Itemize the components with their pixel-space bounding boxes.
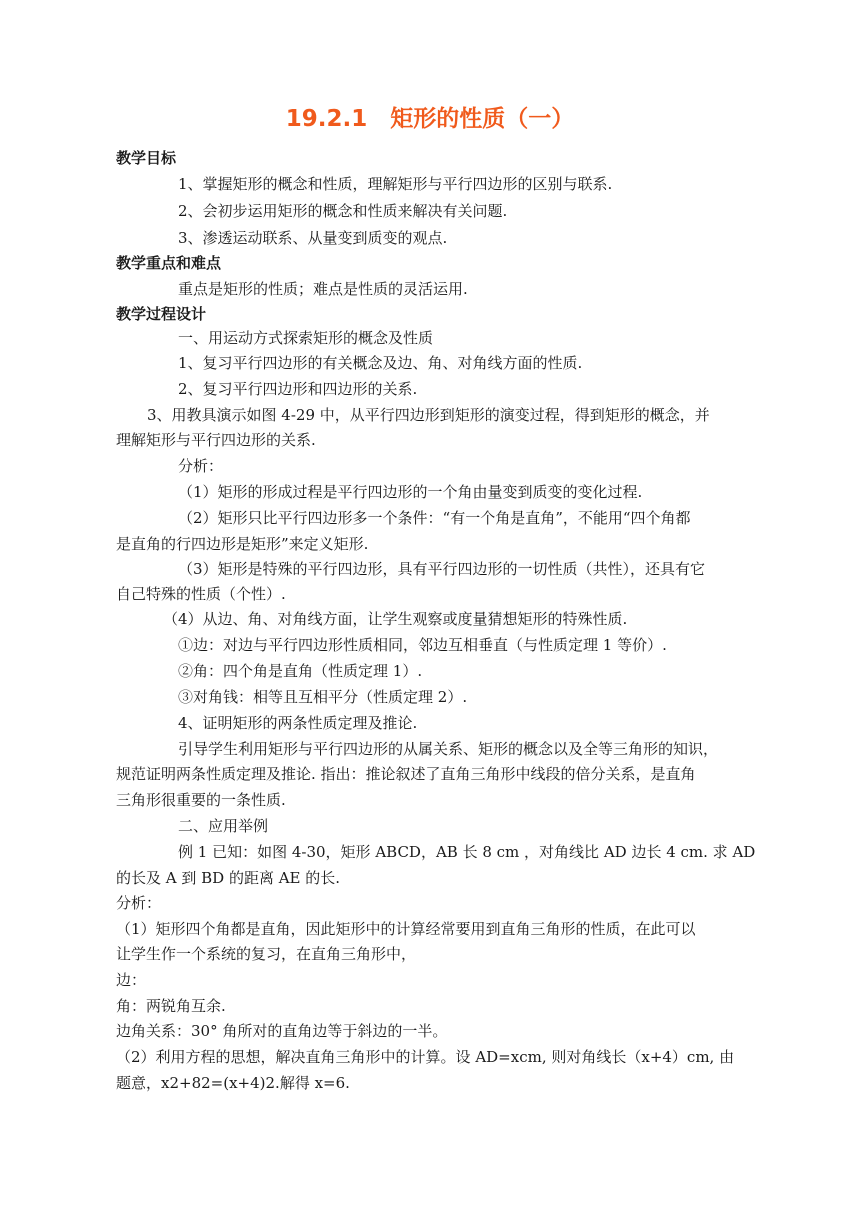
text-line: （2）利用方程的思想，解决直角三角形中的计算。设 AD=xcm, 则对角线长（x+4）cm, 由 — [116, 1048, 735, 1066]
text-line: （3）矩形是特殊的平行四边形，具有平行四边形的一切性质（共性），还具有它 — [178, 560, 706, 578]
text-line: 3、用教具演示如图 4-29 中，从平行四边形到矩形的演变过程，得到矩形的概念，并 — [147, 406, 710, 424]
text-line: 1、掌握矩形的概念和性质，理解矩形与平行四边形的区别与联系. — [178, 175, 613, 193]
heading-process: 教学过程设计 — [116, 305, 207, 323]
text-line: （1）矩形的形成过程是平行四边形的一个角由量变到质变的变化过程. — [178, 483, 643, 501]
text-line: 自己特殊的性质（个性）. — [116, 585, 286, 603]
text-line: 是直角的行四边形是矩形”来定义矩形. — [116, 535, 369, 553]
text-line: ②角：四个角是直角（性质定理 1）. — [178, 662, 423, 680]
text-line: 二、应用举例 — [178, 817, 269, 835]
text-line: （2）矩形只比平行四边形多一个条件：“有一个角是直角”，不能用“四个角都 — [178, 509, 691, 527]
text-line: 2、复习平行四边形和四边形的关系. — [178, 380, 418, 398]
heading-focus: 教学重点和难点 — [116, 254, 222, 272]
text-line: 3、渗透运动联系、从量变到质变的观点. — [178, 229, 448, 247]
text-line: 2、会初步运用矩形的概念和性质来解决有关问题. — [178, 202, 508, 220]
text-line: 引导学生利用矩形与平行四边形的从属关系、矩形的概念以及全等三角形的知识， — [178, 740, 719, 758]
document-title: 19.2.1 矩形的性质（一） — [285, 106, 575, 132]
text-line: 重点是矩形的性质；难点是性质的灵活运用. — [178, 280, 468, 298]
text-line: ①边：对边与平行四边形性质相同，邻边互相垂直（与性质定理 1 等价）. — [178, 636, 667, 654]
text-line: ③对角钱：相等且互相平分（性质定理 2）. — [178, 688, 468, 706]
text-line: 题意，x2+82=(x+4)2.解得 x=6. — [116, 1074, 350, 1092]
text-line: 分析： — [116, 894, 162, 912]
text-line: （4）从边、角、对角线方面，让学生观察或度量猜想矩形的特殊性质. — [163, 610, 628, 628]
text-line: 三角形很重要的一条性质. — [116, 791, 286, 809]
text-line: 理解矩形与平行四边形的关系. — [116, 431, 316, 449]
text-line: 边角关系：30° 角所对的直角边等于斜边的一半。 — [116, 1022, 448, 1040]
text-line: 例 1 已知：如图 4-30，矩形 ABCD，AB 长 8 cm ，对角线比 AD 边长 4 cm. 求 AD — [178, 843, 756, 861]
text-line: 角：两锐角互余. — [116, 997, 226, 1015]
text-line: 一、用运动方式探索矩形的概念及性质 — [178, 329, 434, 347]
heading-objectives: 教学目标 — [116, 149, 177, 167]
text-line: 让学生作一个系统的复习，在直角三角形中， — [116, 945, 417, 963]
text-line: 1、复习平行四边形的有关概念及边、角、对角线方面的性质. — [178, 354, 583, 372]
text-line: 4、证明矩形的两条性质定理及推论. — [178, 714, 418, 732]
text-line: 的长及 A 到 BD 的距离 AE 的长. — [116, 869, 341, 887]
text-line: （1）矩形四个角都是直角，因此矩形中的计算经常要用到直角三角形的性质，在此可以 — [116, 920, 696, 938]
text-line: 分析： — [178, 457, 224, 475]
text-line: 边： — [116, 971, 147, 989]
text-line: 规范证明两条性质定理及推论. 指出：推论叙述了直角三角形中线段的倍分关系，是直角 — [116, 765, 696, 783]
